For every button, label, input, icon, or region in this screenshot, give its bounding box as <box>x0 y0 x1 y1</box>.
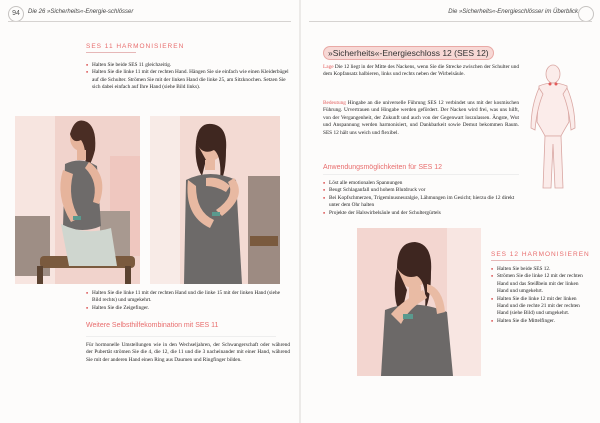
ses12-step-item: ■ Halten Sie die linke 12 mit der linken Hand und die rechte 21 mit der rechten Hand (siehe Bild) und umgekehrt. <box>491 296 588 318</box>
bedeutung-paragraph <box>323 100 519 137</box>
ses11-step-item: ■ Halten Sie die linke 11 mit der rechten Hand. Hängen Sie sie einfach wie einen Kleiderbügel auf die Schulter. Strömen Sie mit der linken Hand die linke 25, am Sitzknochen. Setzen Sie sich dabei einfach auf Ihre Hand (siehe Bild links). <box>86 69 290 91</box>
applications-rule <box>323 174 519 175</box>
lage-label: Lage <box>323 64 334 70</box>
ses12-title: »Sicherheits«-Energieschloss 12 (SES 12) <box>323 46 494 60</box>
left-page <box>0 0 299 423</box>
self-help-paragraph: Für hormonelle Umstellungen wie in den Wechseljahren, der Schwangerschaft oder während der Pubertät strömen Sie die 4, die 12, die 11 und die 3 nacheinander mit einer Hand, während Sie mit der anderen Hand einen Ring aus Daumen und Ringfinger bilden. <box>86 342 290 363</box>
ses11-steps-list <box>86 62 290 92</box>
header-rule <box>8 21 291 22</box>
running-header-left: Die 26 »Sicherheits«-Energie-schlösser <box>28 9 134 15</box>
lage-paragraph <box>323 64 519 79</box>
running-header-right: Die »Sicherheits«-Energieschlösser im Überblick <box>448 9 578 15</box>
application-item: ■ Beugt Schlaganfall und hohem Blutdruck vor <box>323 187 523 194</box>
ses11-step-item: ■ Halten Sie beide SES 11 gleichzeitig. <box>86 62 290 69</box>
section-label-ses12: SES 12 HARMONISIEREN <box>491 251 590 258</box>
page-number: 94 <box>8 6 24 22</box>
right-page <box>301 0 600 423</box>
bedeutung-label: Bedeutung <box>323 100 346 106</box>
section-label-ses11: SES 11 HARMONISIEREN <box>86 43 185 50</box>
lage-text: Die 12 liegt in der Mitte des Nackens, wenn Sie die Strecke zwischen der Schulter und dem Kopfansatz halbieren, links und rechts neben der Wirbelsäule. <box>323 64 519 78</box>
photo-ses11-hands <box>150 116 280 284</box>
application-item: ■ Löst alle emotionalen Spannungen <box>323 180 523 187</box>
section-underline-ses12 <box>491 260 541 261</box>
applications-heading: Anwendungsmöglichkeiten für SES 12 <box>323 164 443 171</box>
ses11-combination-item: ■ Halten Sie die linke 11 mit der rechten Hand und die linke 15 mit der linken Hand (siehe Bild rechts) und umgekehrt. <box>86 290 290 305</box>
photo-ses12 <box>357 228 481 376</box>
photo-ses11-seated <box>15 116 140 284</box>
subheading-self-help: Weitere Selbsthilfekombination mit SES 11 <box>86 322 219 329</box>
ses11-combination-item: ■ Halten Sie die Zeigefinger. <box>86 305 290 312</box>
ses12-step-item: ■ Strömen Sie die linke 12 mit der rechten Hand und das Steißbein mit der linken Hand und umgekehrt. <box>491 273 588 295</box>
applications-list <box>323 180 523 217</box>
body-diagram-back <box>523 62 583 192</box>
bedeutung-text: Hingabe an die universelle Führung SES 12 verbindet uns mit der kosmischen Führung. Urvertrauen und Hingabe werden gefördert. Der Nacken wird frei, was uns hilft, von der Vergangenheit, der Zukunft und auch von der Gegenwart loszulassen. Ängste, Wut und Anspannung werden harmonisiert, und Dankbarkeit sowie Demut bekommen Raum. SES 12 hält uns weich und flexibel. <box>323 100 519 136</box>
ses12-steps-list <box>491 266 588 325</box>
ses11-combination-list <box>86 290 290 312</box>
ses12-step-item: ■ Halten Sie beide SES 12. <box>491 266 588 273</box>
application-item: ■ Projekte der Halswirbelsäule und der Schultergürtels <box>323 210 523 217</box>
subheading-rule <box>86 336 276 337</box>
application-item: ■ Bei Kopfschmerzen, Trigeminusneuralgie, Lähmungen im Gesicht; hierzu die 12 direkt unter dem Ohr halten <box>323 195 523 210</box>
ses12-step-item: ■ Halten Sie die Mittelfinger. <box>491 318 588 325</box>
header-rule-right <box>309 21 592 22</box>
section-underline <box>86 52 136 53</box>
page-number-right <box>578 6 594 22</box>
